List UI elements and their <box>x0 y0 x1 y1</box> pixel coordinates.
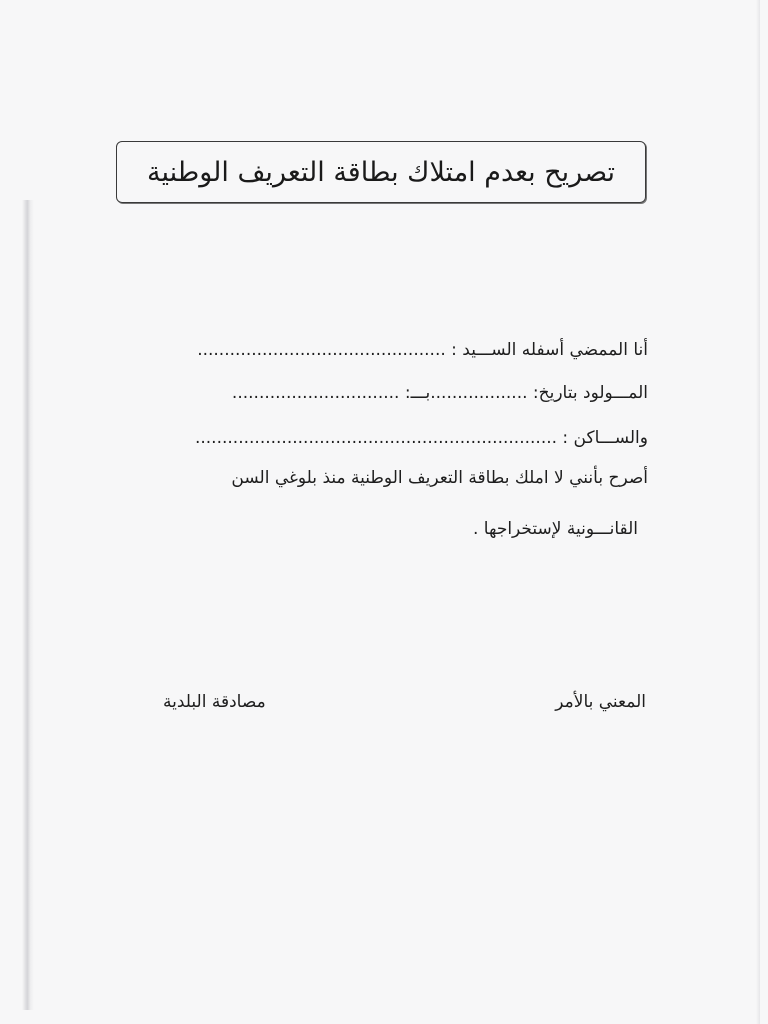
declarant-line: أنا الممضي أسفله الســـيد : .............................................. <box>197 340 648 360</box>
statement-line: أصرح بأنني لا املك بطاقة التعريف الوطنية منذ بلوغي السن <box>231 468 648 488</box>
scan-edge <box>756 0 760 1024</box>
residence-line: والســـاكن : ................................................................... <box>194 428 648 448</box>
concerned-signature-label: المعني بالأمر <box>555 692 646 712</box>
statement-continuation: القانـــونية لإستخراجها . <box>473 519 638 539</box>
birth-line: المـــولود بتاريخ: ..................بـــ: ............................... <box>231 383 648 403</box>
scan-shadow <box>22 200 34 1010</box>
title-box <box>116 141 646 203</box>
document-title: تصريح بعدم امتلاك بطاقة التعريف الوطنية <box>146 156 616 188</box>
municipality-stamp-label: مصادقة البلدية <box>163 692 266 712</box>
